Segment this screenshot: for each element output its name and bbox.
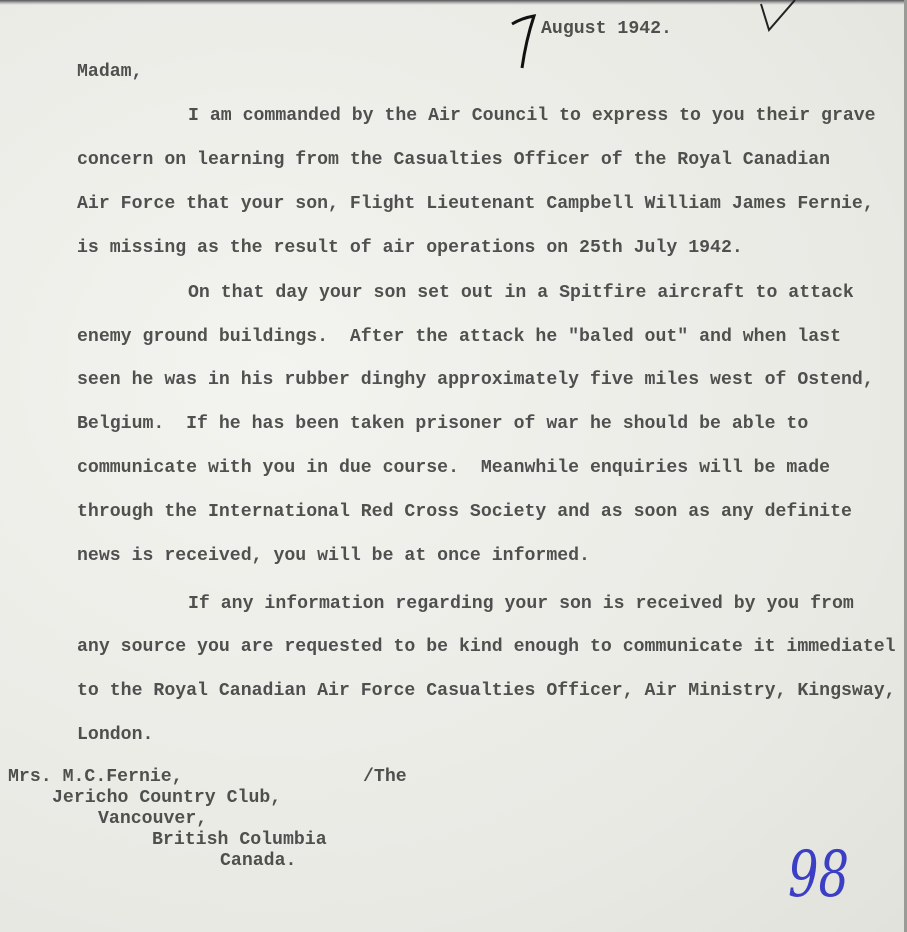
handwritten-check-mark xyxy=(755,0,800,35)
paragraph-line: Air Force that your son, Flight Lieutenant Campbell William James Fernie, xyxy=(77,194,874,214)
paragraph-line: through the International Red Cross Society and as soon as any definite xyxy=(77,502,852,522)
address-line: Vancouver, xyxy=(98,809,208,829)
paragraph-line: any source you are requested to be kind enough to communicate it immediatel xyxy=(77,637,896,657)
handwritten-page-number: 98 xyxy=(788,838,850,912)
letter-date: August 1942. xyxy=(541,19,672,39)
paragraph-line: seen he was in his rubber dinghy approximately five miles west of Ostend, xyxy=(77,370,874,390)
paragraph-line: London. xyxy=(77,725,154,745)
address-line: Jericho Country Club, xyxy=(52,788,282,808)
address-line: Canada. xyxy=(220,851,297,871)
paragraph-line: I am commanded by the Air Council to express to you their grave xyxy=(188,106,876,126)
paragraph-line: concern on learning from the Casualties Officer of the Royal Canadian xyxy=(77,150,831,170)
paragraph-line: news is received, you will be at once informed. xyxy=(77,546,590,566)
continuation-mark: /The xyxy=(363,767,407,787)
handwritten-day-seven xyxy=(508,10,544,72)
paragraph-line: enemy ground buildings. After the attack he "baled out" and when last xyxy=(77,327,841,347)
salutation: Madam, xyxy=(77,62,143,82)
paragraph-line: Belgium. If he has been taken prisoner of war he should be able to xyxy=(77,414,809,434)
paragraph-line: If any information regarding your son is received by you from xyxy=(188,594,854,614)
paragraph-line: On that day your son set out in a Spitfire aircraft to attack xyxy=(188,283,854,303)
paragraph-line: is missing as the result of air operations on 25th July 1942. xyxy=(77,238,743,258)
address-line: Mrs. M.C.Fernie, xyxy=(8,767,183,787)
address-line: British Columbia xyxy=(152,830,327,850)
paragraph-line: to the Royal Canadian Air Force Casualties Officer, Air Ministry, Kingsway, xyxy=(77,681,896,701)
paragraph-line: communicate with you in due course. Meanwhile enquiries will be made xyxy=(77,458,831,478)
